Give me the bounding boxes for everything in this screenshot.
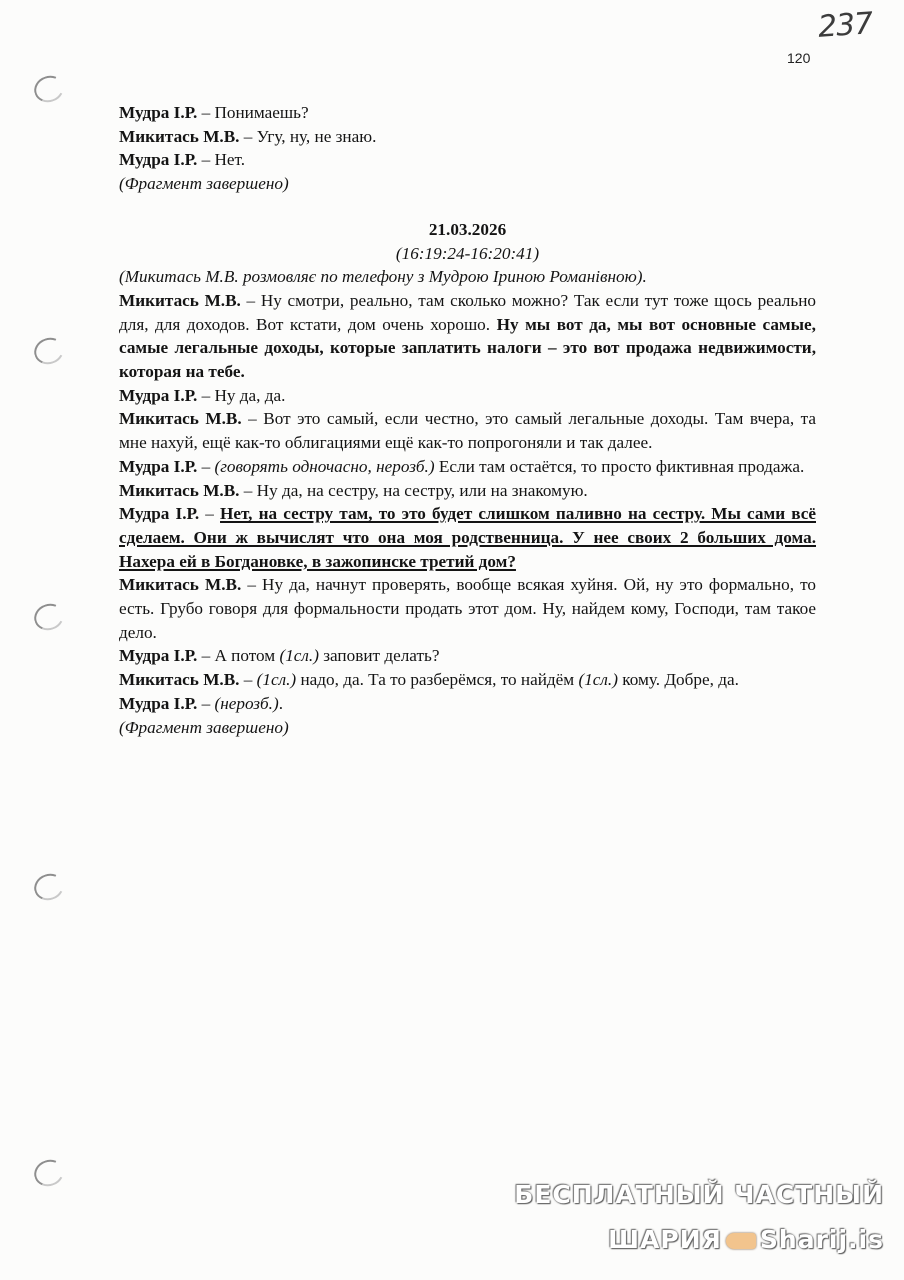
speaker-name: Микитась М.В.	[119, 480, 240, 500]
dialogue-text: надо, да. Та то разберёмся, то найдём	[296, 670, 579, 690]
dialogue-line	[119, 289, 816, 384]
session-description: (Микитась М.В. розмовляє по телефону з Мудрою Іриною Романівною).	[119, 267, 647, 287]
speaker-name: Мудра І.Р.	[119, 150, 198, 170]
speaker-name: Мудра І.Р.	[119, 103, 198, 122]
punch-hole-mark	[30, 600, 67, 635]
transcript-body	[119, 101, 816, 739]
dialogue-text: заповит делать?	[318, 646, 440, 666]
dialogue-line	[119, 407, 816, 454]
speaker-name: Мудра І.Р.	[119, 693, 198, 713]
speaker-name: Мудра І.Р.	[119, 504, 200, 524]
speaker-name: Мудра І.Р.	[119, 646, 198, 666]
dialogue-line	[119, 692, 816, 716]
dialogue-text: –	[199, 504, 221, 524]
pointing-hand-icon	[726, 1233, 756, 1249]
speaker-name: Микитась М.В.	[119, 670, 240, 690]
dialogue-text: – Ну да, на сестру, на сестру, или на знакомую.	[239, 480, 588, 500]
punch-hole-mark	[30, 1156, 67, 1191]
speaker-name: Микитась М.В.	[119, 290, 241, 310]
dialogue-text: кому. Добре, да.	[617, 670, 739, 690]
speaker-name: Мудра І.Р.	[119, 385, 198, 405]
dialogue-text: – Угу, ну, не знаю.	[239, 126, 377, 146]
dialogue-text: – А потом	[197, 646, 280, 666]
transcriber-note: (1сл.)	[279, 646, 319, 666]
page-number: 120	[787, 50, 811, 66]
session-time: (16:19:24-16:20:41)	[395, 243, 540, 263]
speaker-name: Микитась М.В.	[119, 575, 242, 595]
session-date: 21.03.2026	[428, 219, 507, 239]
handwritten-page-number: 237	[816, 6, 874, 45]
dialogue-text: .	[278, 693, 283, 713]
dialogue-text: – Понимаешь?	[197, 103, 309, 122]
transcriber-note: (говорять одночасно, нерозб.)	[214, 456, 435, 476]
watermark-right-text: Sharij.is	[759, 1225, 884, 1254]
watermark-left-text: ШАРИЯ	[608, 1225, 722, 1254]
dialogue-text: – Ну да, да.	[197, 385, 286, 405]
fragment-end-note: (Фрагмент завершено)	[119, 717, 289, 737]
highlighted-underlined-text: Нет, на сестру там, то это будет слишком паливно на сестру. Мы сами всё сделаем. Они ж вычислят что она моя родственница. У нее своих 2 больших дома. Нахера ей в Богдановке, в зажопинске третий дом?	[119, 504, 816, 571]
watermark-line-1: БЕСПЛАТНЫЙ ЧАСТНЫЙ	[514, 1180, 884, 1209]
dialogue-line	[119, 384, 816, 408]
dialogue-text: –	[197, 693, 215, 713]
dialogue-line	[119, 479, 816, 503]
highlighted-text: Ну мы вот да, мы вот основные самые, самые легальные доходы, которые заплатить налоги – это вот продажа недвижимости, которая на тебе.	[119, 314, 816, 382]
transcriber-note: (1сл.)	[256, 670, 297, 690]
dialogue-line	[119, 644, 816, 668]
punch-hole-mark	[30, 870, 67, 905]
dialogue-text: –	[239, 670, 257, 690]
dialogue-line	[119, 148, 816, 172]
speaker-name: Мудра І.Р.	[119, 456, 198, 476]
dialogue-line	[119, 455, 816, 479]
dialogue-line	[119, 502, 816, 573]
transcriber-note: (нерозб.)	[214, 693, 279, 713]
punch-hole-mark	[30, 72, 67, 107]
speaker-name: Микитась М.В.	[119, 409, 242, 429]
dialogue-line	[119, 125, 816, 149]
dialogue-text: – Ну смотри, реально, там сколько можно? Так если тут тоже щось реально для, для доходов. Вот кстати, дом очень хорошо.	[119, 290, 816, 334]
dialogue-text: – Вот это самый, если честно, это самый легальные доходы. Там вчера, та мне нахуй, ещё как-то облигациями ещё как-то попрогоняли и так далее.	[119, 409, 816, 453]
dialogue-line	[119, 668, 816, 692]
watermark-line-2	[608, 1225, 884, 1254]
transcriber-note: (1сл.)	[578, 670, 618, 690]
dialogue-text: – Ну да, начнут проверять, вообще всякая хуйня. Ой, ну это формально, то есть. Грубо говоря для формальности продать этот дом. Ну, найдем кому, Господи, там такое дело.	[119, 575, 816, 642]
dialogue-text: –	[197, 456, 215, 476]
speaker-name: Микитась М.В.	[119, 126, 240, 146]
dialogue-text: Если там остаётся, то просто фиктивная продажа.	[434, 456, 805, 476]
punch-hole-mark	[30, 334, 67, 369]
dialogue-text: – Нет.	[197, 150, 246, 170]
fragment-end-note: (Фрагмент завершено)	[119, 174, 289, 194]
dialogue-line	[119, 573, 816, 644]
dialogue-line	[119, 101, 816, 125]
